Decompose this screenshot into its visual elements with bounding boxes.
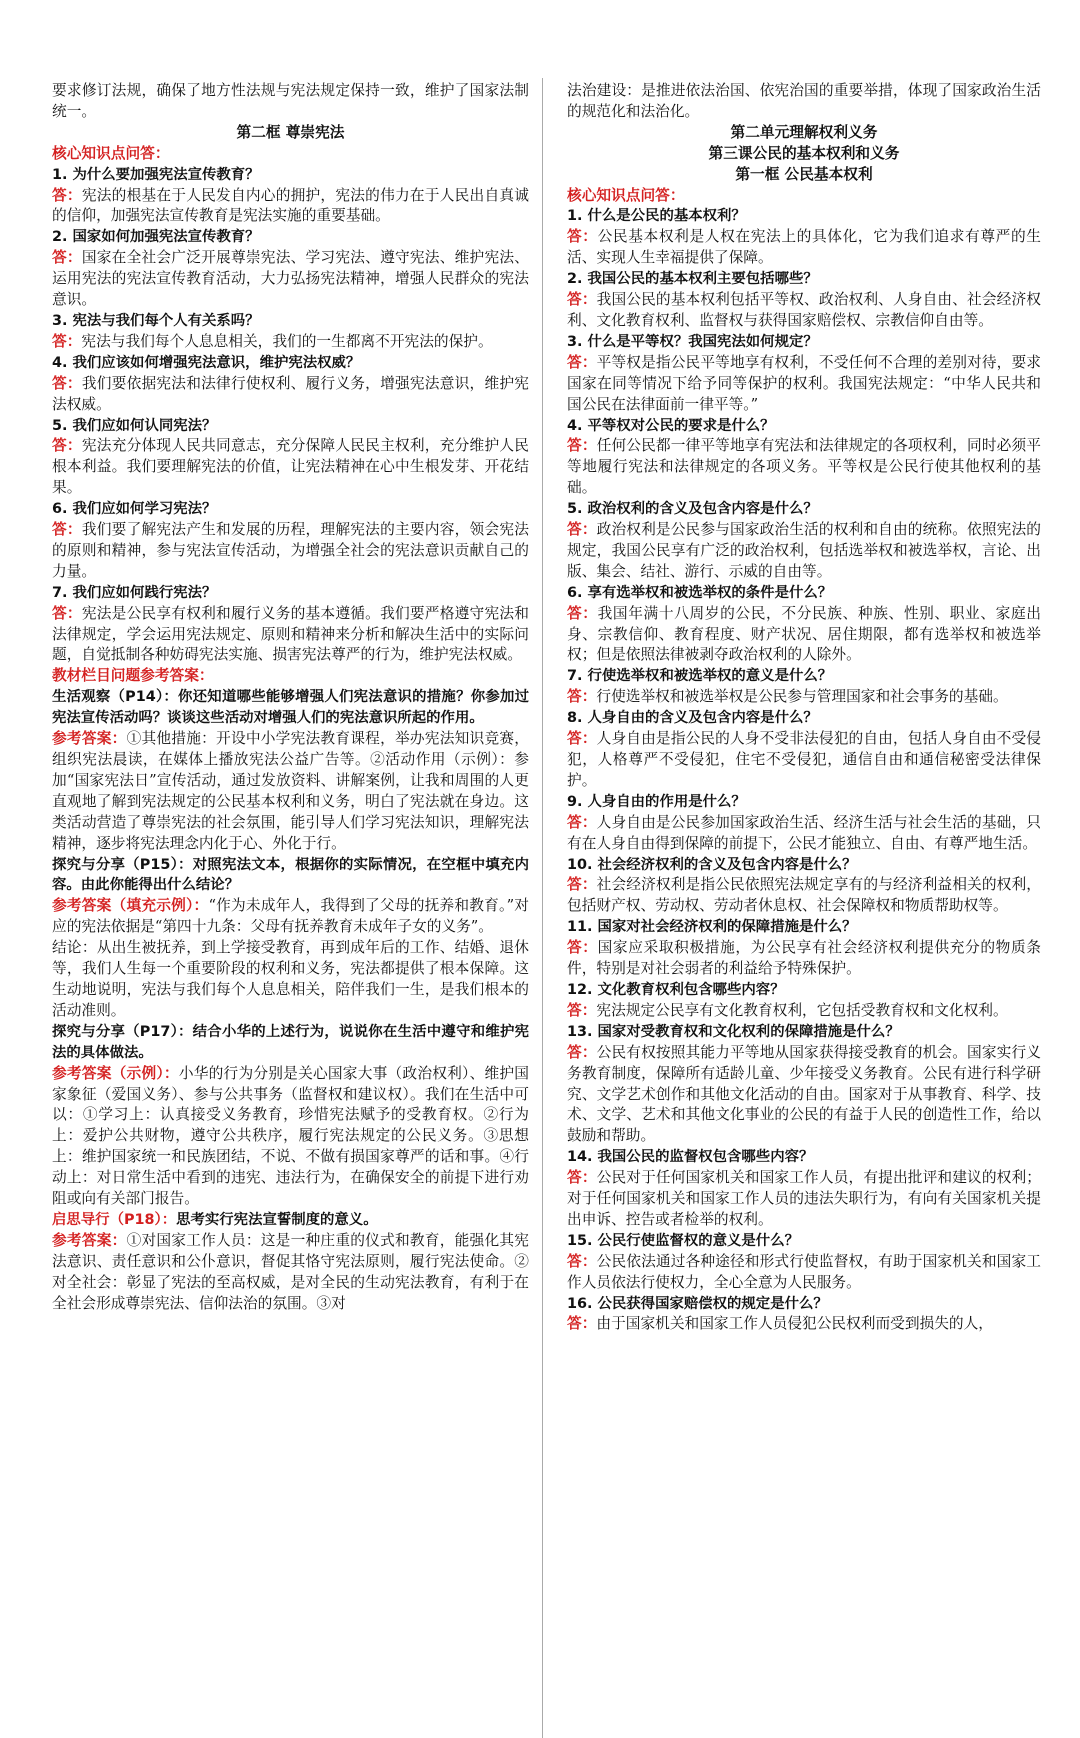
answer-text: 人身自由是指公民的人身不受非法侵犯的自由，包括人身自由不受侵犯，人格尊严不受侵犯，住宅不受侵犯，通信自由和通信秘密受法律保护。 (567, 730, 1041, 789)
question: 16. 公民获得国家赔偿权的规定是什么？ (567, 1295, 828, 1312)
answer-label: 答： (52, 604, 82, 622)
answer-label: 答： (567, 1169, 597, 1187)
textbook-question-p15: 探究与分享（P15）：对照宪法文本，根据你的实际情况，在空框中填充内容。由此你能得出什么结论？ (52, 856, 529, 894)
question: 2. 国家如何加强宪法宣传教育？ (52, 229, 260, 246)
answer-text: 政治权利是公民参与国家政治生活的权利和自由的统称。依照宪法的规定，我国公民享有广泛的政治权利，包括选举权和被选举权，言论、出版、集会、结社、游行、示威的自由等。 (567, 521, 1041, 580)
textbook-question-p18 (52, 1210, 529, 1231)
answer-text: 人身自由是公民参加国家政治生活、经济生活与社会生活的基础，只有在人身自由得到保障的前提下，公民才能独立、自由、有尊严地生活。 (567, 813, 1041, 852)
answer-text: 由于国家机关和国家工作人员侵犯公民权利而受到损失的人， (596, 1315, 993, 1333)
answer-text: 宪法规定公民享有文化教育权利，它包括受教育权和文化权利。 (596, 1001, 1008, 1019)
question: 10. 社会经济权利的含义及包含内容是什么？ (567, 856, 857, 873)
qa-item (567, 269, 1041, 332)
answer-label: 答： (567, 437, 597, 455)
qa-item (567, 332, 1041, 416)
answer (567, 1043, 1041, 1148)
reference-answer-label: 参考答案： (52, 1231, 127, 1249)
column-divider (542, 78, 543, 1738)
answer (52, 332, 529, 353)
answer-label: 答： (567, 521, 597, 539)
qa-item (567, 666, 1041, 708)
right-column (567, 81, 1041, 1335)
question: 4. 我们应该如何增强宪法意识，维护宪法权威？ (52, 354, 361, 371)
answer (567, 227, 1041, 269)
answer-text: 宪法充分体现人民共同意志，充分保障人民民主权利，充分维护人民根本利益。我们要理解宪法的价值，让宪法精神在心中生根发芽、开花结果。 (52, 437, 529, 497)
question: 13. 国家对受教育权和文化权利的保障措施是什么？ (567, 1023, 900, 1040)
reference-answer-label: 参考答案： (52, 730, 127, 748)
answer-text: 我国年满十八周岁的公民，不分民族、种族、性别、职业、家庭出身、宗教信仰、教育程度、财产状况、居住期限，都有选举权和被选举权；但是依照法律被剥夺政治权利的人除外。 (567, 604, 1041, 664)
lesson-title: 第三课公民的基本权利和义务 (708, 144, 900, 162)
answer-label: 答： (52, 437, 82, 455)
answer-label: 答： (52, 249, 82, 267)
qa-item (567, 980, 1041, 1022)
reference-answer-label: 参考答案（填充示例）： (52, 897, 209, 915)
qa-item (567, 583, 1041, 667)
question: 6. 享有选举权和被选举权的条件是什么？ (567, 584, 833, 601)
textbook-question-p17: 探究与分享（P17）：结合小华的上述行为，说说你在生活中遵守和维护宪法的具体做法。 (52, 1023, 529, 1061)
answer (567, 938, 1041, 980)
qa-item (52, 583, 529, 667)
answer (567, 520, 1041, 583)
answer-label: 答： (567, 353, 597, 371)
textbook-answer-p15 (52, 896, 529, 938)
answer (567, 813, 1041, 855)
question: 6. 我们应如何学习宪法？ (52, 501, 217, 518)
left-core-heading: 核心知识点问答： (52, 144, 170, 162)
answer (52, 604, 529, 667)
answer (567, 1314, 1041, 1335)
answer (52, 186, 529, 228)
textbook-answer-p14 (52, 729, 529, 854)
answer-label: 答： (52, 186, 82, 204)
reference-answer-text: 小华的行为分别是关心国家大事（政治权利）、维护国家象征（爱国义务）、参与公共事务（监督权和建议权）。我们在生活中可以：①学习上：认真接受义务教育，珍惜宪法赋予的受教育权。②行为上：爱护公共财物，遵守公共秩序，履行宪法规定的公民义务。③思想上：维护国家统一和民族团结，不说、不做有损国家尊严的话和事。④行动上：对日常生活中看到的违宪、违法行为，在确保安全的前提下进行劝阻或向有关部门报告。 (52, 1064, 529, 1208)
answer-text: 公民依法通过各种途径和形式行使监督权，有助于国家机关和国家工作人员依法行使权力，全心全意为人民服务。 (567, 1252, 1041, 1291)
qa-item (567, 855, 1041, 918)
unit-title: 第二单元理解权利义务 (730, 123, 878, 141)
answer-label: 答： (567, 1043, 597, 1061)
answer (567, 1252, 1041, 1294)
answer-text: 公民对于任何国家机关和国家工作人员，有提出批评和建议的权利；对于任何国家机关和国家工作人员的违法失职行为，有向有关国家机关提出申诉、控告或者检举的权利。 (567, 1169, 1041, 1228)
answer-label: 答： (567, 876, 597, 894)
answer-label: 答： (567, 604, 598, 622)
textbook-conclusion-p15: 结论：从出生被抚养，到上学接受教育，再到成年后的工作、结婚、退休等，我们人生每一个重要阶段的权利和义务，宪法都提供了根本保障。这生动地说明，宪法与我们每个人息息相关，陪伴我们一生，是我们根本的活动准则。 (52, 939, 529, 1019)
textbook-question-label: 启思导行（P18）： (52, 1211, 177, 1228)
textbook-question-text: 思考实行宪法宣誓制度的意义。 (176, 1211, 378, 1228)
textbook-answer-p18 (52, 1231, 529, 1315)
answer-label: 答： (567, 228, 598, 246)
answer (567, 604, 1041, 667)
section-title: 第二框 尊崇宪法 (236, 123, 345, 141)
question: 12. 文化教育权利包含哪些内容？ (567, 981, 785, 998)
answer (567, 875, 1041, 917)
answer (567, 1001, 1041, 1022)
qa-item (567, 1294, 1041, 1336)
qa-item (52, 416, 529, 500)
left-column (52, 81, 529, 1314)
answer-text: 公民有权按照其能力平等地从国家获得接受教育的机会。国家实行义务教育制度，保障所有适龄儿童、少年接受义务教育。公民有进行科学研究、文学艺术创作和其他文化活动的自由。国家对于从事教育、科学、技术、文学、艺术和其他文化事业的公民的有益于人民的创造性工作，给以鼓励和帮助。 (567, 1043, 1041, 1145)
qa-item (567, 416, 1041, 500)
reference-answer-label: 参考答案（示例）： (52, 1064, 179, 1082)
textbook-heading: 教材栏目问题参考答案： (52, 667, 214, 685)
answer-text: 国家应采取积极措施，为公民享有社会经济权利提供充分的物质条件，特别是对社会弱者的利益给予特殊保护。 (567, 939, 1041, 978)
question: 1. 为什么要加强宪法宣传教育？ (52, 166, 260, 183)
answer (567, 687, 1041, 708)
answer-text: 社会经济权利是指公民依照宪法规定享有的与经济利益相关的权利，包括财产权、劳动权、劳动者休息权、社会保障权和物质帮助权等。 (567, 876, 1041, 915)
answer (567, 1168, 1041, 1231)
question: 8. 人身自由的含义及包含内容是什么？ (567, 710, 818, 727)
question: 3. 宪法与我们每个人有关系吗？ (52, 312, 260, 329)
qa-item (52, 353, 529, 416)
question: 1. 什么是公民的基本权利？ (567, 208, 746, 225)
question: 7. 我们应如何践行宪法？ (52, 584, 217, 601)
qa-item (52, 227, 529, 311)
answer-text: 宪法的根基在于人民发自内心的拥护，宪法的伟力在于人民出自真诚的信仰，加强宪法宣传教育是宪法实施的重要基础。 (52, 186, 529, 225)
right-core-heading: 核心知识点问答： (567, 186, 685, 204)
answer (52, 520, 529, 583)
answer-label: 答： (52, 332, 82, 350)
qa-item (52, 165, 529, 228)
reference-answer-text: “作为未成年人，我得到了父母的抚养和教育。”对应的宪法依据是“第四十九条：父母有抚养教育未成年子女的义务”。 (52, 897, 529, 936)
reference-answer-text: ①其他措施：开设中小学宪法教育课程，举办宪法知识竞赛，组织宪法晨读，在媒体上播放宪法公益广告等。②活动作用（示例）：参加“国家宪法日”宣传活动，通过发放资料、讲解案例，让我和周围的人更直观地了解到宪法规定的公民基本权利和义务，明白了宪法就在身边。这类活动营造了尊崇宪法的社会氛围，能引导人们学习宪法知识，理解宪法精神，逐步将宪法理念内化于心、外化于行。 (52, 730, 529, 852)
textbook-answer-p17 (52, 1064, 529, 1210)
answer-label: 答： (567, 1252, 597, 1270)
left-qa-list (52, 165, 529, 667)
qa-item (567, 1231, 1041, 1294)
qa-item (567, 206, 1041, 269)
qa-item (567, 1147, 1041, 1231)
answer-label: 答： (567, 291, 597, 309)
answer (567, 353, 1041, 416)
qa-item (52, 311, 529, 353)
textbook-answers (52, 687, 529, 1314)
answer-text: 宪法与我们每个人息息相关，我们的一生都离不开宪法的保护。 (81, 332, 493, 350)
question: 11. 国家对社会经济权利的保障措施是什么？ (567, 919, 857, 936)
answer-label: 答： (567, 813, 597, 831)
question: 14. 我国公民的监督权包含哪些内容？ (567, 1149, 814, 1166)
answer-text: 任何公民都一律平等地享有宪法和法律规定的各项权利，同时必须平等地履行宪法和法律规定的各项义务。平等权是公民行使其他权利的基础。 (567, 437, 1041, 497)
right-intro: 法治建设：是推进依法治国、依宪治国的重要举措，体现了国家政治生活的规范化和法治化。 (567, 82, 1041, 120)
answer-label: 答： (567, 939, 598, 957)
answer-text: 国家在全社会广泛开展尊崇宪法、学习宪法、遵守宪法、维护宪法、运用宪法的宪法宣传教育活动，大力弘扬宪法精神，增强人民群众的宪法意识。 (52, 249, 529, 309)
answer (567, 729, 1041, 792)
answer (52, 248, 529, 311)
answer-label: 答： (567, 1315, 597, 1333)
answer-text: 我们要依据宪法和法律行使权利、履行义务，增强宪法意识，维护宪法权威。 (52, 374, 529, 413)
answer-label: 答： (567, 1001, 597, 1019)
question: 15. 公民行使监督权的意义是什么？ (567, 1232, 799, 1249)
answer-text: 行使选举权和被选举权是公民参与管理国家和社会事务的基础。 (596, 688, 1008, 706)
answer-text: 宪法是公民享有权利和履行义务的基本遵循。我们要严格遵守宪法和法律规定，学会运用宪法规定、原则和精神来分析和解决生活中的实际问题，自觉抵制各种妨碍宪法实施、损害宪法尊严的行为，维护宪法权威。 (52, 604, 529, 664)
answer (52, 374, 529, 416)
answer-text: 公民基本权利是人权在宪法上的具体化，它为我们追求有尊严的生活、实现人生幸福提供了保障。 (567, 228, 1041, 267)
qa-item (567, 708, 1041, 792)
answer (567, 290, 1041, 332)
left-intro: 要求修订法规，确保了地方性法规与宪法规定保持一致，维护了国家法制统一。 (52, 82, 529, 120)
right-qa-list (567, 206, 1041, 1335)
question: 3. 什么是平等权？我国宪法如何规定？ (567, 333, 818, 350)
qa-item (567, 499, 1041, 583)
question: 9. 人身自由的作用是什么？ (567, 793, 746, 810)
qa-item (52, 499, 529, 583)
question: 5. 我们应如何认同宪法？ (52, 417, 217, 434)
question: 7. 行使选举权和被选举权的意义是什么？ (567, 668, 833, 685)
answer-text: 我国公民的基本权利包括平等权、政治权利、人身自由、社会经济权利、文化教育权利、监督权与获得国家赔偿权、宗教信仰自由等。 (567, 291, 1041, 329)
answer-label: 答： (52, 374, 82, 392)
qa-item (567, 792, 1041, 855)
textbook-question-p14: 生活观察（P14）：你还知道哪些能够增强人们宪法意识的措施？你参加过宪法宣传活动吗？谈谈这些活动对增强人们的宪法意识所起的作用。 (52, 689, 529, 727)
answer (567, 436, 1041, 499)
answer-label: 答： (567, 730, 597, 748)
frame-title: 第一框 公民基本权利 (735, 165, 873, 183)
answer-text: 平等权是指公民平等地享有权利，不受任何不合理的差别对待，要求国家在同等情况下给予同等保护的权利。我国宪法规定：“中华人民共和国公民在法律面前一律平等。” (567, 353, 1041, 413)
qa-item (567, 917, 1041, 980)
answer (52, 436, 529, 499)
question: 4. 平等权对公民的要求是什么？ (567, 417, 775, 434)
answer-text: 我们要了解宪法产生和发展的历程，理解宪法的主要内容，领会宪法的原则和精神，参与宪法宣传活动，为增强全社会的宪法意识贡献自己的力量。 (52, 521, 529, 580)
answer-label: 答： (567, 688, 597, 706)
answer-label: 答： (52, 521, 82, 539)
question: 5. 政治权利的含义及包含内容是什么？ (567, 501, 818, 518)
question: 2. 我国公民的基本权利主要包括哪些？ (567, 271, 818, 288)
reference-answer-text: ①对国家工作人员：这是一种庄重的仪式和教育，能强化其宪法意识、责任意识和公仆意识，督促其恪守宪法原则，履行宪法使命。②对全社会：彰显了宪法的至高权威，是对全民的生动宪法教育，有利于在全社会形成尊崇宪法、信仰法治的氛围。③对 (52, 1231, 529, 1312)
qa-item (567, 1022, 1041, 1147)
